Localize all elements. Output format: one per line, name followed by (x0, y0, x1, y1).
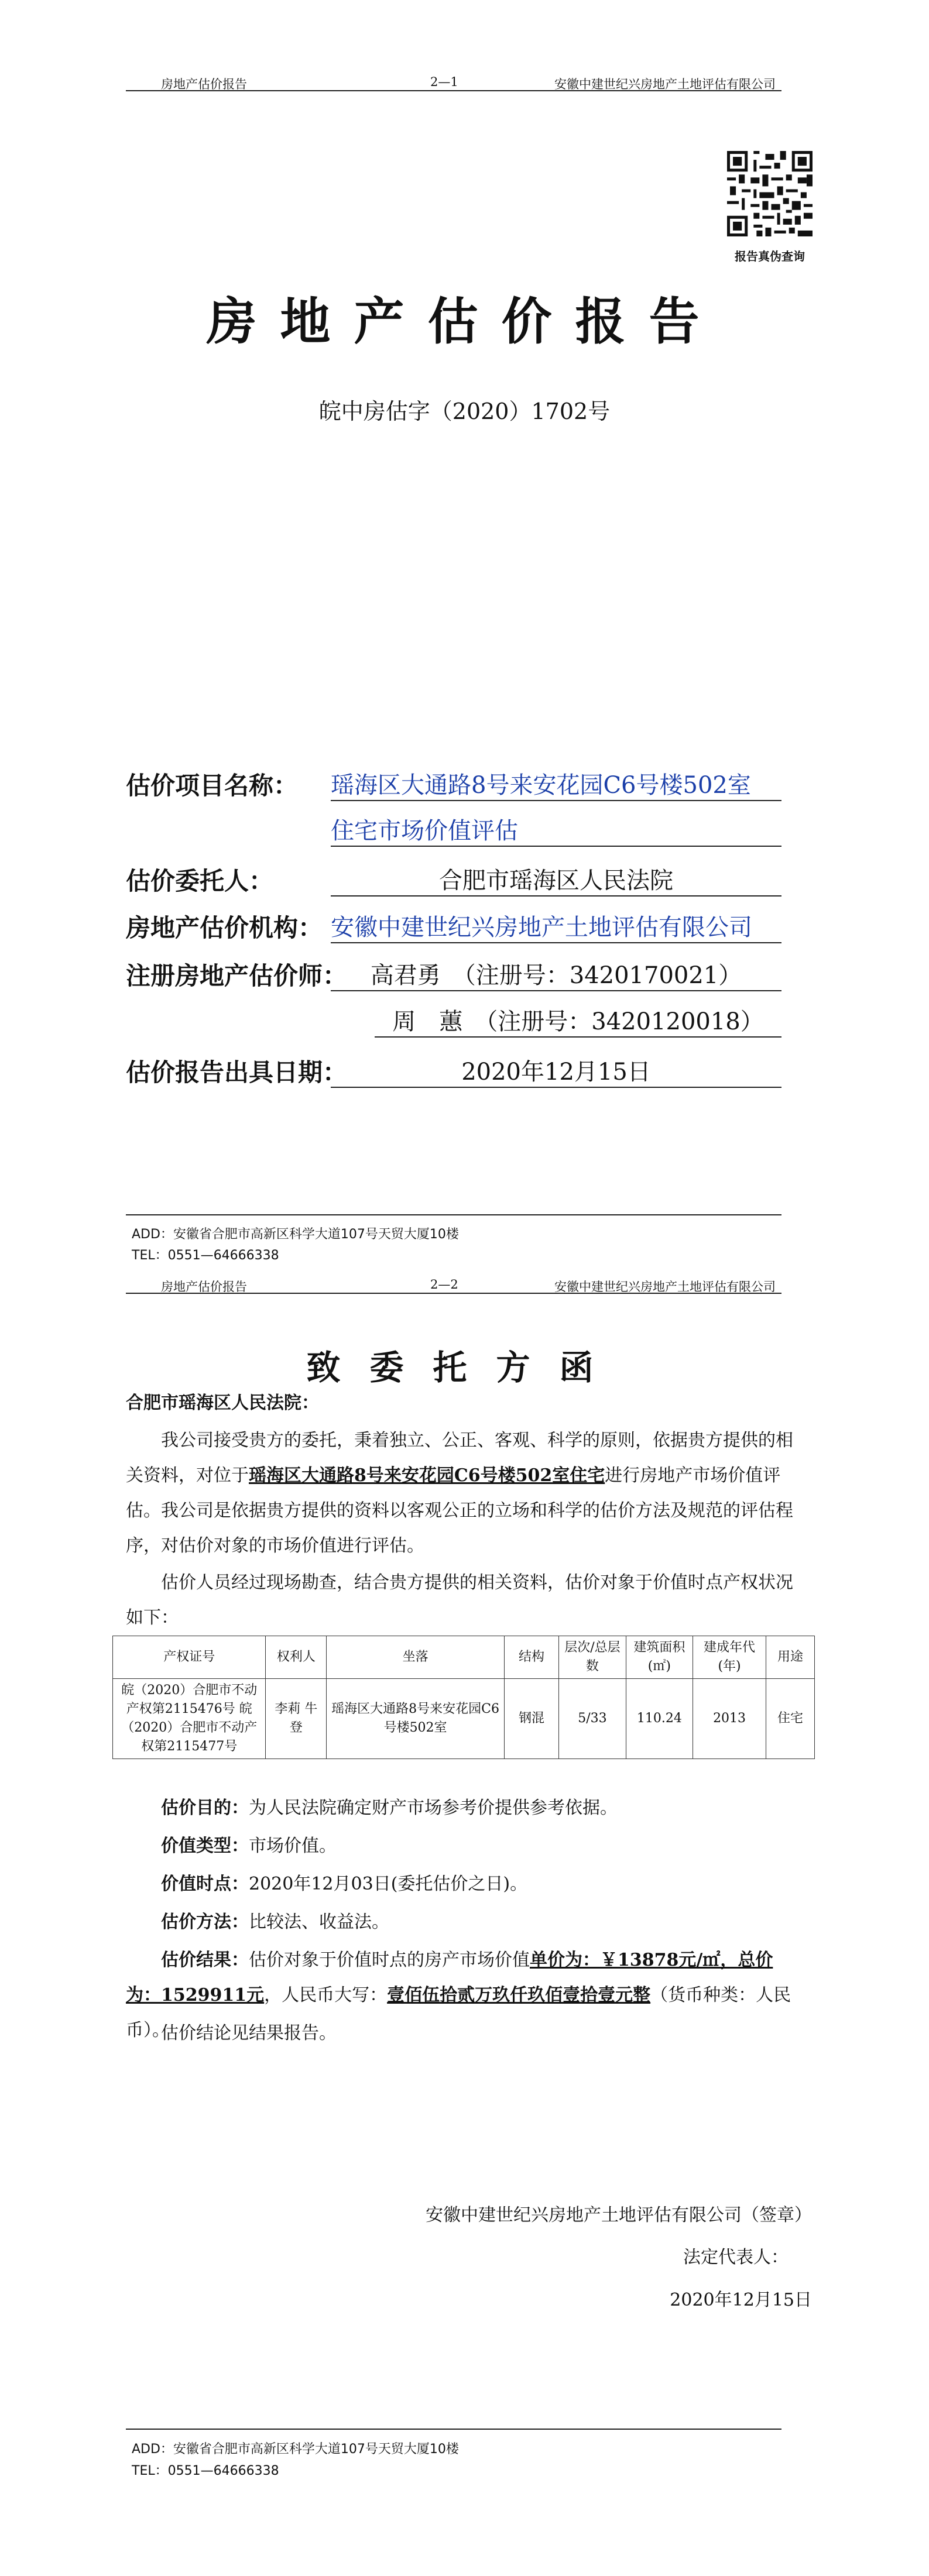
result-price-uppercase: 壹佰伍拾贰万玖仟玖佰壹拾壹元整 (387, 1985, 651, 2005)
table-cell: 皖（2020）合肥市不动产权第2115476号 皖（2020）合肥市不动产权第2115477号 (113, 1679, 266, 1759)
result-price: 单价为：￥13878元/㎡，总价为：1529911元 (126, 1950, 773, 2005)
result-text-a: 估价对象于价值时点的房产市场价值 (249, 1950, 530, 1970)
table-header: 结构 (504, 1636, 558, 1679)
footer-divider (126, 1214, 781, 1215)
project-name-label: 估价项目名称： (126, 771, 299, 800)
value-time-line (126, 1867, 805, 1902)
table-cell: 瑶海区大通路8号来安花园C6号楼502室 (327, 1679, 504, 1759)
intro-text-c: 进行房地产市场价值评估。我公司是依据贵方提供的资料以客观公正的立场和科学的估价方法及规范的评估程序，对估价对象的市场价值进行评估。 (126, 1465, 793, 1556)
header-page-number: 2—1 (430, 75, 458, 89)
table-cell: 李莉 牛登 (266, 1679, 327, 1759)
table-header: 产权证号 (113, 1636, 266, 1679)
header-company: 安徽中建世纪兴房地产土地评估有限公司 (554, 1280, 776, 1294)
intro-text-a: 我公司接受贵方的委托，秉着独立、公正、客观、科学的原则，依据贵方提供的相关资料，对位于 (126, 1430, 793, 1486)
footer-address: ADD：安徽省合肥市高新区科学大道107号天贸大厦10楼 (132, 1227, 459, 1242)
agency-label: 房地产估价机构： (126, 913, 323, 942)
report-title: 房地产估价报告 (206, 293, 723, 351)
table-cell: 住宅 (766, 1679, 815, 1759)
footer-tel: TEL：0551—64666338 (132, 1248, 279, 1263)
purpose-value: 为人民法院确定财产市场参考价提供参考依据。 (249, 1798, 618, 1818)
purpose-line (126, 1791, 805, 1826)
letter-title: 致委托方函 (306, 1348, 623, 1387)
table-header: 层次/总层数 (559, 1636, 626, 1679)
project-name-line2: 住宅市场价值评估 (331, 812, 781, 847)
report-date-label: 估价报告出具日期： (126, 1058, 348, 1087)
table-header: 坐落 (327, 1636, 504, 1679)
purpose-label: 估价目的： (161, 1798, 249, 1818)
document-number: 皖中房估字（2020）1702号 (318, 399, 611, 424)
addressee: 合肥市瑶海区人民法院： (126, 1393, 319, 1413)
signature-representative: 法定代表人： (683, 2247, 789, 2268)
footer-address: ADD：安徽省合肥市高新区科学大道107号天贸大厦10楼 (132, 2442, 459, 2457)
appraiser-label: 注册房地产估价师： (126, 961, 348, 990)
property-address: 瑶海区大通路8号来安花园C6号楼502室住宅 (249, 1465, 605, 1486)
table-cell: 2013 (693, 1679, 766, 1759)
method-line (126, 1905, 805, 1940)
header-page-number: 2—2 (430, 1277, 458, 1292)
result-label: 估价结果： (161, 1950, 249, 1970)
survey-paragraph: 估价人员经过现场勘查，结合贵方提供的相关资料，估价对象于价值时点产权状况如下： (126, 1572, 793, 1628)
value-time-value: 2020年12月03日(委托估价之日)。 (249, 1874, 528, 1894)
qr-verify-label: 报告真伪查询 (735, 249, 805, 263)
header-title: 房地产估价报告 (161, 77, 247, 91)
method-label: 估价方法： (161, 1912, 249, 1932)
appraiser-2: 周 蕙 （注册号：3420120018） (375, 1003, 781, 1038)
table-cell: 110.24 (626, 1679, 693, 1759)
result-text-c: ，人民币大写： (264, 1985, 388, 2005)
table-cell: 钢混 (504, 1679, 558, 1759)
table-header: 建筑面积(㎡) (626, 1636, 693, 1679)
signature-company: 安徽中建世纪兴房地产土地评估有限公司（签章） (426, 2205, 812, 2225)
table-cell: 5/33 (559, 1679, 626, 1759)
property-rights-table (112, 1636, 815, 1759)
value-type-line (126, 1829, 805, 1864)
table-header: 权利人 (266, 1636, 327, 1679)
value-type-value: 市场价值。 (249, 1836, 337, 1856)
value-time-label: 价值时点： (161, 1874, 249, 1894)
project-name-line1: 瑶海区大通路8号来安花园C6号楼502室 (331, 767, 781, 801)
footer-divider (126, 2429, 781, 2430)
agency-value: 安徽中建世纪兴房地产土地评估有限公司 (331, 909, 781, 943)
table-header: 建成年代(年) (693, 1636, 766, 1679)
conclusion-line: 估价结论见结果报告。 (161, 2023, 337, 2043)
footer-tel: TEL：0551—64666338 (132, 2464, 279, 2478)
method-value: 比较法、收益法。 (249, 1912, 389, 1932)
result-currency: （货币种类：人民币）。 (126, 1985, 791, 2041)
value-type-label: 价值类型： (161, 1836, 249, 1856)
qr-code-icon[interactable] (727, 151, 813, 236)
signature-date: 2020年12月15日 (670, 2290, 812, 2310)
header-company: 安徽中建世纪兴房地产土地评估有限公司 (554, 77, 776, 91)
client-value: 合肥市瑶海区人民法院 (331, 862, 781, 897)
table-row (113, 1679, 815, 1759)
table-header-row (113, 1636, 815, 1679)
page-header (126, 1277, 781, 1294)
intro-paragraph (126, 1423, 805, 1564)
page-header (126, 75, 781, 91)
header-title: 房地产估价报告 (161, 1280, 247, 1294)
client-label: 估价委托人： (126, 867, 274, 895)
table-header: 用途 (766, 1636, 815, 1679)
appraiser-1: 高君勇 （注册号：3420170021） (331, 957, 781, 991)
report-date-value: 2020年12月15日 (331, 1053, 781, 1088)
